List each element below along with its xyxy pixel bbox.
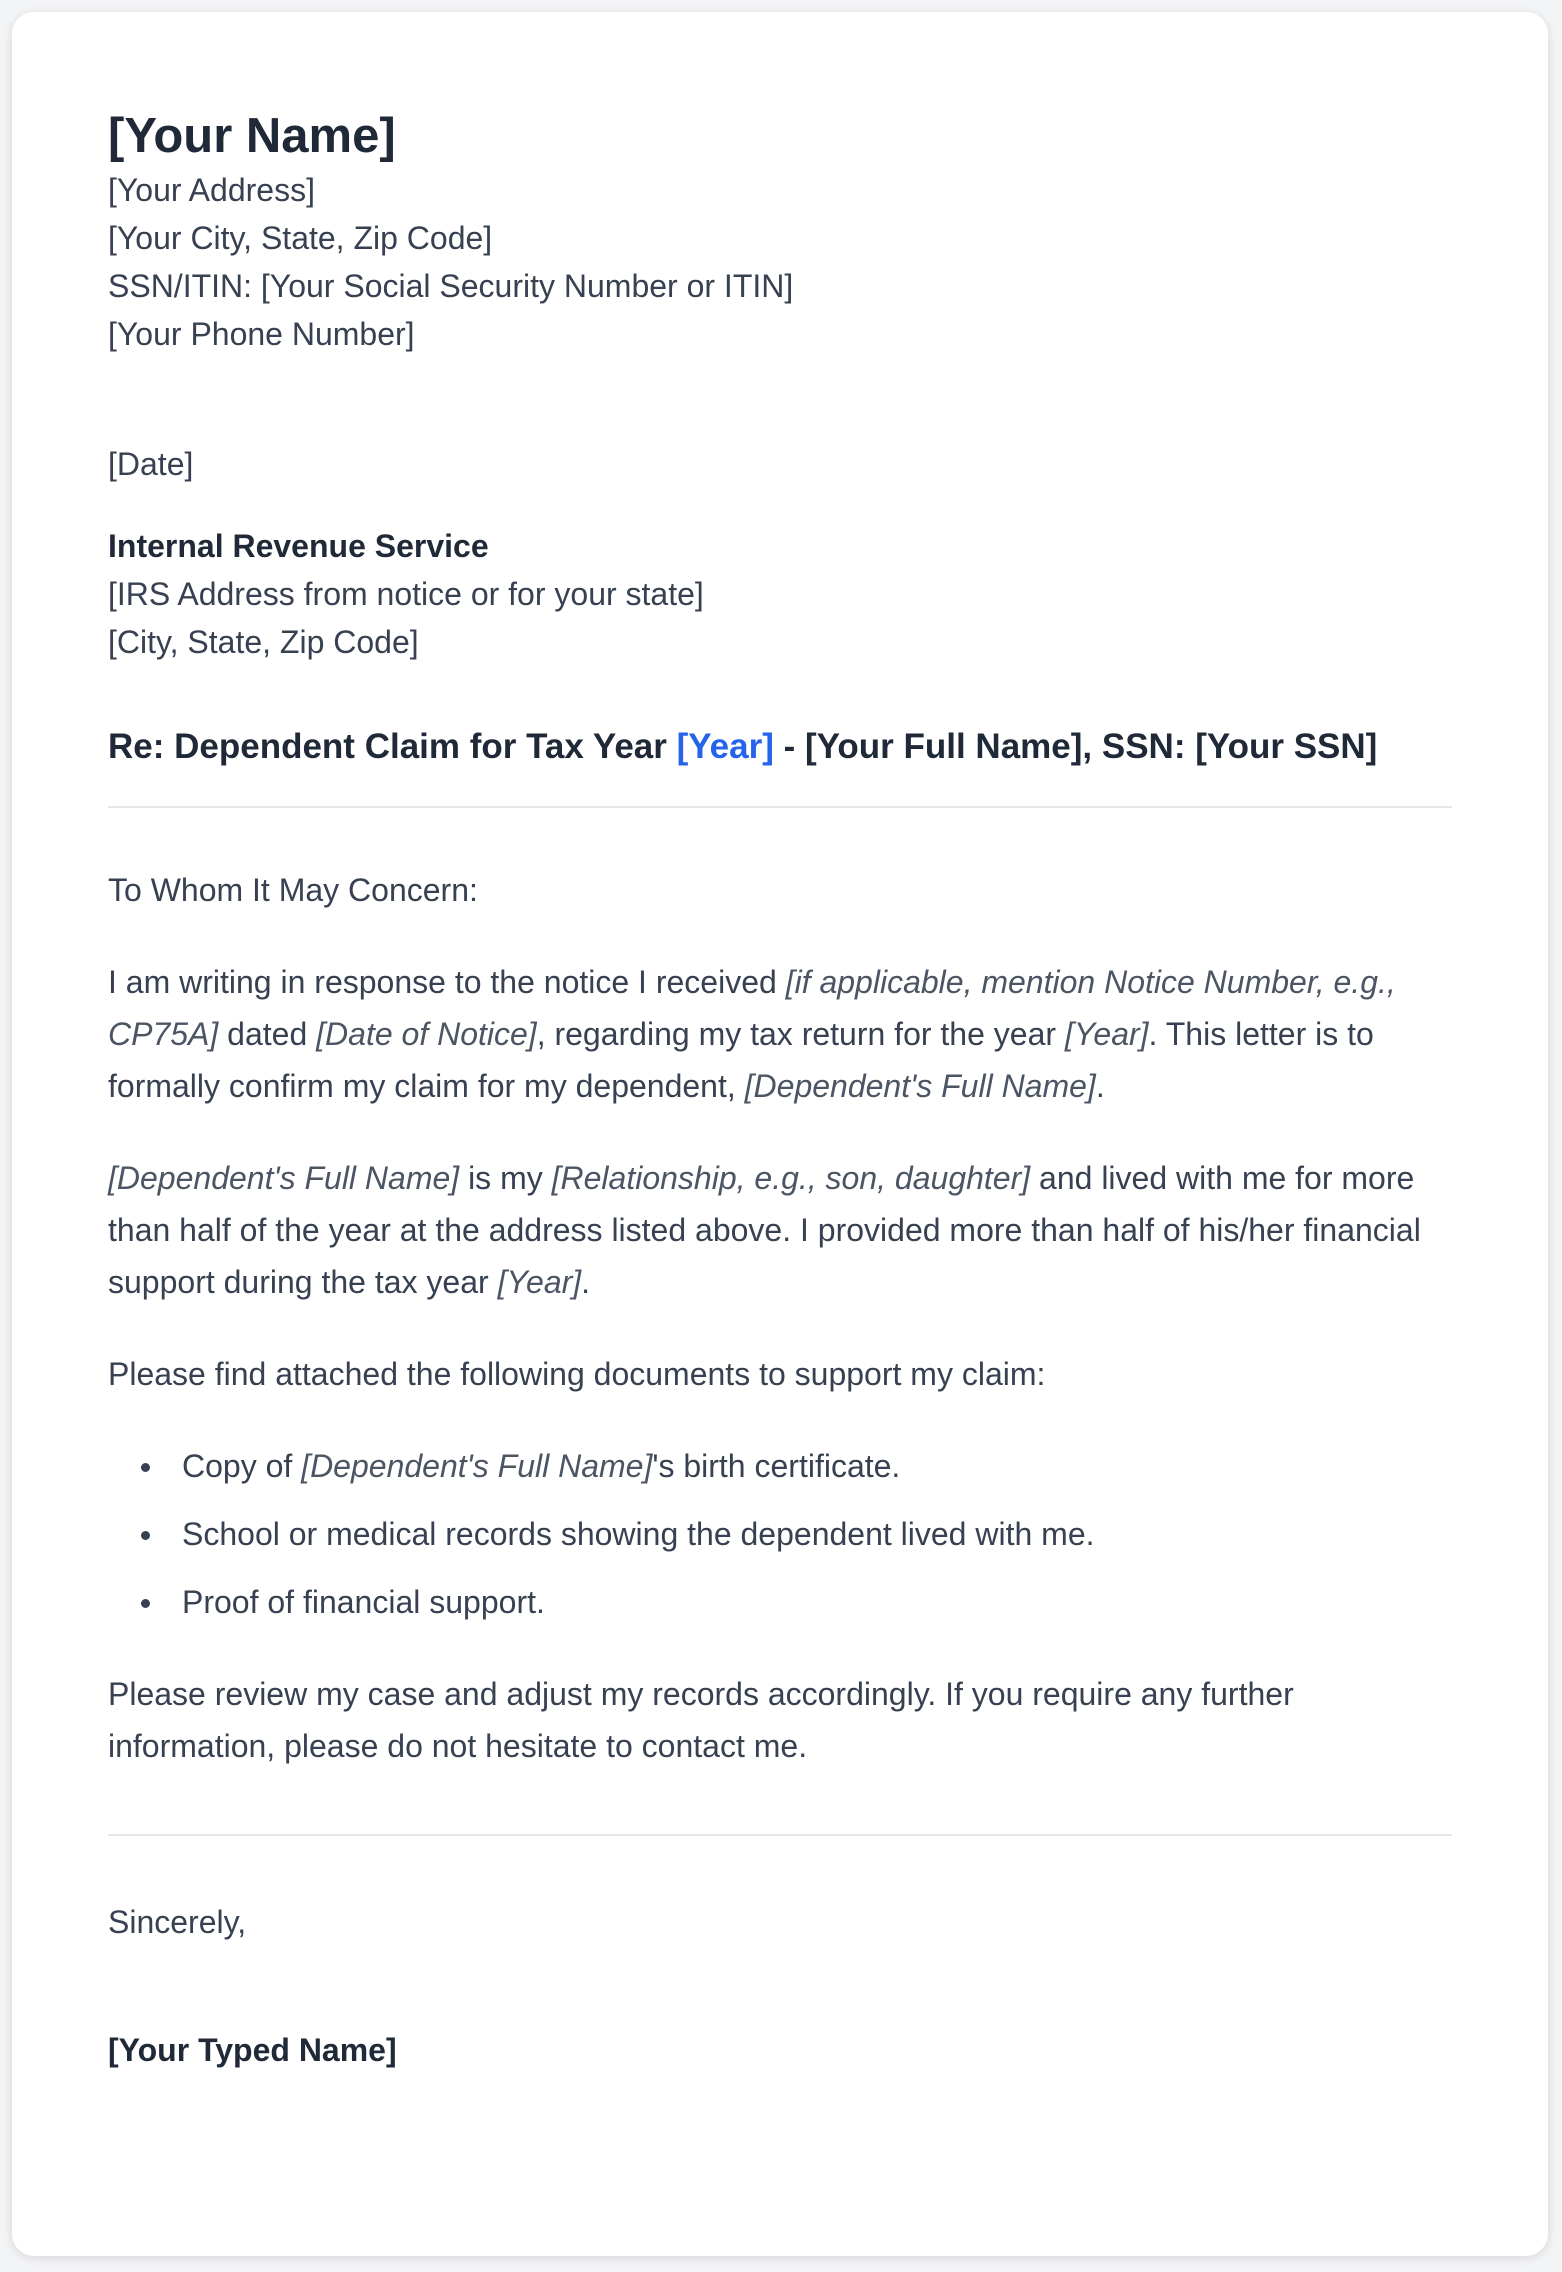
paragraph-text: dated — [218, 1016, 317, 1052]
recipient-city-state-zip: [City, State, Zip Code] — [108, 624, 419, 660]
sender-name: [Your Name] — [108, 109, 396, 163]
subject-suffix: - [Your Full Name], SSN: [Your SSN] — [773, 727, 1378, 766]
divider — [108, 1834, 1452, 1836]
list-item-text: Copy of — [182, 1448, 302, 1484]
placeholder-dependent-name: [Dependent's Full Name] — [108, 1160, 460, 1196]
paragraph-relationship — [108, 1152, 1452, 1308]
placeholder-year: [Year] — [497, 1264, 582, 1300]
list-item-text: 's birth certificate. — [652, 1448, 901, 1484]
subject-line — [108, 722, 1452, 808]
placeholder-notice-number: [if applicable, mention Notice Number, e.g., CP75A] — [108, 964, 1396, 1052]
paragraph-text: , regarding my tax return for the year — [536, 1016, 1065, 1052]
sender-address: [Your Address] — [108, 172, 315, 208]
documents-list — [108, 1440, 1452, 1628]
recipient-name: Internal Revenue Service — [108, 528, 489, 564]
list-item — [108, 1440, 1452, 1492]
paragraph-closing-request: Please review my case and adjust my records accordingly. If you require any further information, please do not hesitate to contact me. — [108, 1676, 1294, 1764]
placeholder-notice-date: [Date of Notice] — [316, 1016, 537, 1052]
typed-name: [Your Typed Name] — [108, 2032, 397, 2068]
placeholder-dependent-name: [Dependent's Full Name] — [744, 1068, 1096, 1104]
sender-ssn-itin: SSN/ITIN: [Your Social Security Number or ITIN] — [108, 268, 794, 304]
recipient-address: [IRS Address from notice or for your state] — [108, 576, 704, 612]
sender-city-state-zip: [Your City, State, Zip Code] — [108, 220, 493, 256]
paragraph-notice — [108, 956, 1452, 1112]
letter-body — [108, 864, 1452, 1772]
paragraph-attachments-intro: Please find attached the following documents to support my claim: — [108, 1356, 1046, 1392]
subject-year: [Year] — [676, 727, 774, 766]
recipient-block — [108, 522, 1452, 666]
paragraph-text: I am writing in response to the notice I received — [108, 964, 786, 1000]
paragraph-text: and lived with me for more than half of the year at the address listed above. I provided more than half of his/her financial support during the tax year — [108, 1160, 1421, 1300]
paragraph-text: is my — [459, 1160, 552, 1196]
paragraph-text: . — [1095, 1068, 1105, 1104]
placeholder-dependent-name: [Dependent's Full Name] — [301, 1448, 653, 1484]
closing: Sincerely, — [108, 1904, 247, 1940]
paragraph-text: . This letter is to formally confirm my claim for my dependent, — [108, 1016, 1374, 1104]
paragraph-text: . — [581, 1264, 591, 1300]
letter-date: [Date] — [108, 446, 194, 482]
sender-block — [108, 106, 1452, 358]
list-item: Proof of financial support. — [108, 1576, 1452, 1628]
letter-card — [12, 12, 1548, 2256]
list-item: School or medical records showing the dependent lived with me. — [108, 1508, 1452, 1560]
placeholder-relationship: [Relationship, e.g., son, daughter] — [551, 1160, 1031, 1196]
placeholder-year: [Year] — [1064, 1016, 1149, 1052]
sender-phone: [Your Phone Number] — [108, 316, 415, 352]
salutation: To Whom It May Concern: — [108, 872, 478, 908]
subject-prefix: Re: Dependent Claim for Tax Year — [108, 727, 677, 766]
